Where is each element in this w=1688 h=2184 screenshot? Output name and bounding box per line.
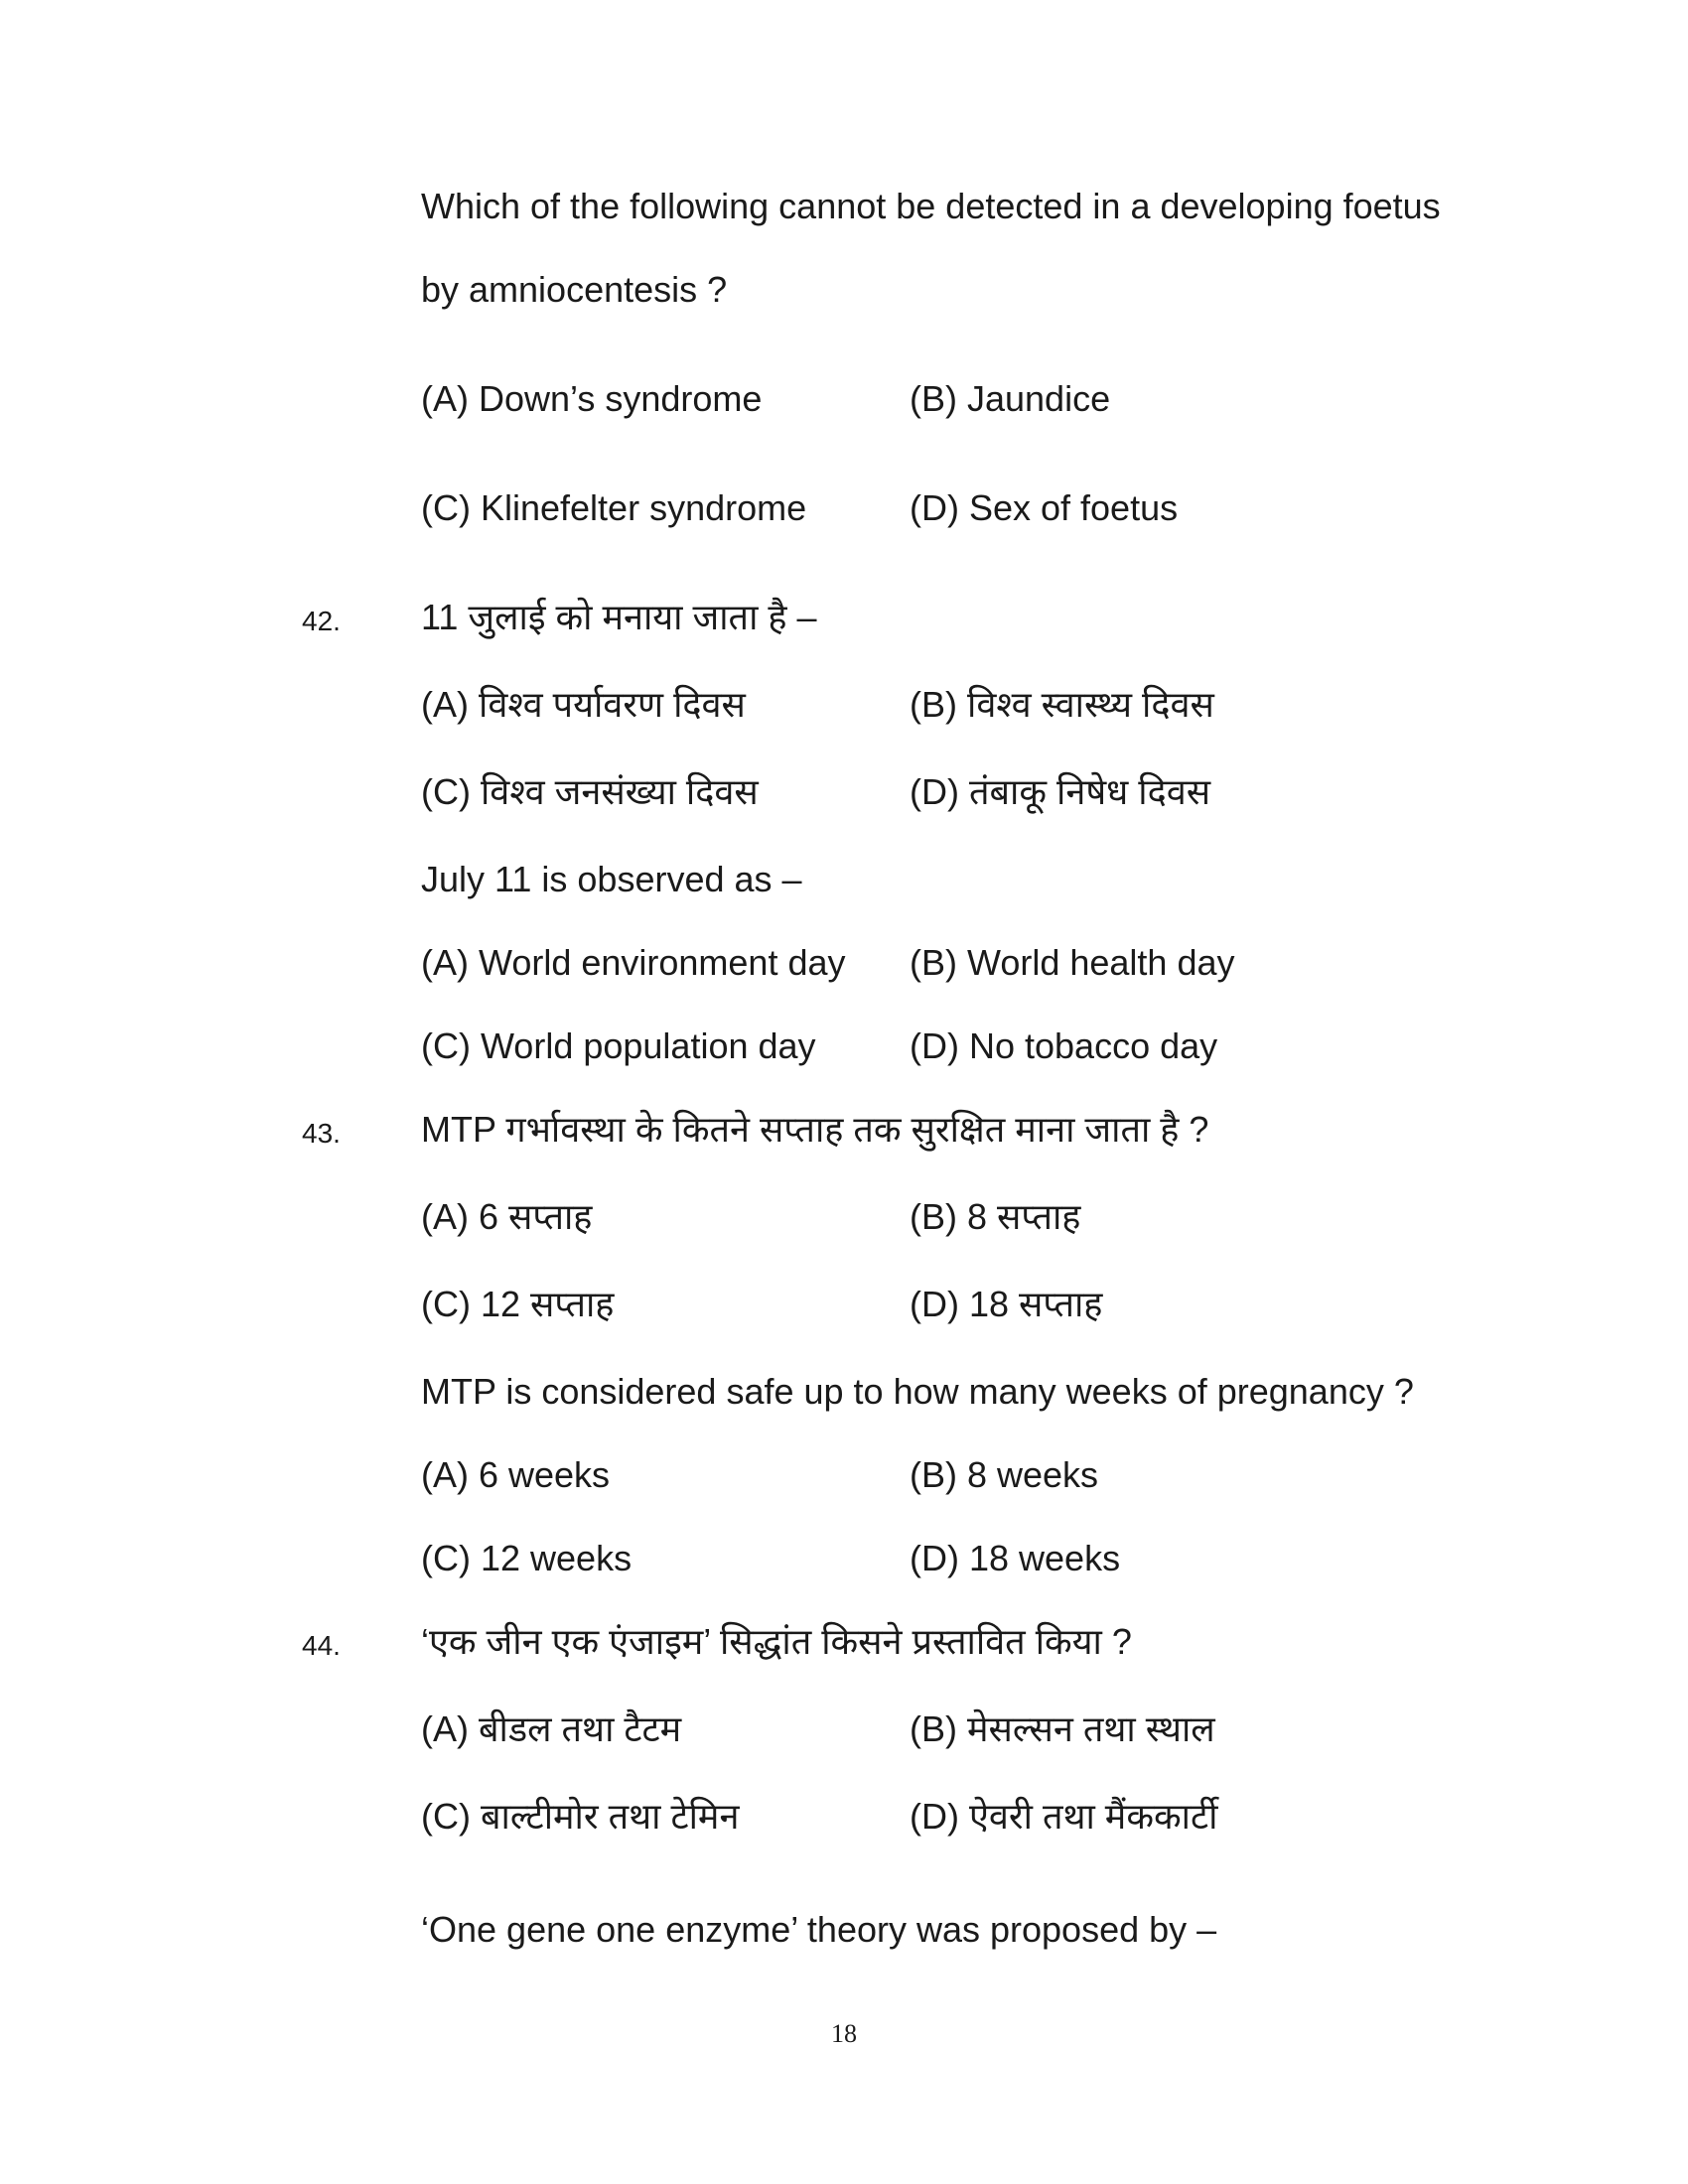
q43-hindi-option-b: (B) 8 सप्ताह	[910, 1196, 1081, 1237]
q42-hindi-option-c: (C) विश्व जनसंख्या दिवस	[421, 771, 759, 812]
q42-hindi-option-d: (D) तंबाकू निषेध दिवस	[910, 771, 1211, 812]
q42-hindi-stem: 11 जुलाई को मनाया जाता है –	[421, 597, 817, 637]
q44-hindi-option-b: (B) मेसल्सन तथा स्थाल	[910, 1708, 1215, 1749]
q44-hindi-option-a: (A) बीडल तथा टैटम	[421, 1708, 682, 1749]
q43-hindi-option-a: (A) 6 सप्ताह	[421, 1196, 593, 1237]
q43-hindi-stem: MTP गर्भावस्था के कितने सप्ताह तक सुरक्षित माना जाता है ?	[421, 1109, 1209, 1150]
q43-english-option-b: (B) 8 weeks	[910, 1454, 1099, 1495]
q42-english-option-d: (D) No tobacco day	[910, 1025, 1218, 1066]
q42-hindi-option-a: (A) विश्व पर्यावरण दिवस	[421, 684, 746, 725]
q42-english-stem: July 11 is observed as –	[421, 859, 802, 899]
q41-option-c: (C) Klinefelter syndrome	[421, 487, 807, 528]
q44-hindi-stem: ‘एक जीन एक एंजाइम’ सिद्धांत किसने प्रस्तावित किया ?	[421, 1621, 1132, 1662]
q42-english-option-c: (C) World population day	[421, 1025, 816, 1066]
q42-number: 42.	[302, 606, 341, 636]
q41-option-a: (A) Down’s syndrome	[421, 378, 763, 419]
q43-english-stem: MTP is considered safe up to how many weeks of pregnancy ?	[421, 1371, 1414, 1412]
q44-hindi-option-c: (C) बाल्टीमोर तथा टेमिन	[421, 1796, 740, 1837]
q44-english-stem: ‘One gene one enzyme’ theory was proposed by –	[421, 1909, 1217, 1950]
page-number: 18	[831, 2019, 857, 2048]
q43-english-option-c: (C) 12 weeks	[421, 1538, 633, 1578]
q41-option-b: (B) Jaundice	[910, 378, 1111, 419]
q41-stem-line1: Which of the following cannot be detected in a developing foetus	[421, 186, 1441, 226]
q41-stem-line2: by amniocentesis ?	[421, 269, 728, 310]
q43-english-option-d: (D) 18 weeks	[910, 1538, 1121, 1578]
q44-hindi-option-d: (D) ऐवरी तथा मैंककार्टी	[910, 1796, 1218, 1837]
q41-option-d: (D) Sex of foetus	[910, 487, 1179, 528]
q43-number: 43.	[302, 1118, 341, 1149]
q43-english-option-a: (A) 6 weeks	[421, 1454, 611, 1495]
q42-hindi-option-b: (B) विश्व स्वास्थ्य दिवस	[910, 684, 1214, 725]
q42-english-option-a: (A) World environment day	[421, 942, 846, 983]
q43-hindi-option-c: (C) 12 सप्ताह	[421, 1284, 615, 1324]
q42-english-option-b: (B) World health day	[910, 942, 1235, 983]
q43-hindi-option-d: (D) 18 सप्ताह	[910, 1284, 1103, 1324]
q44-number: 44.	[302, 1630, 341, 1661]
